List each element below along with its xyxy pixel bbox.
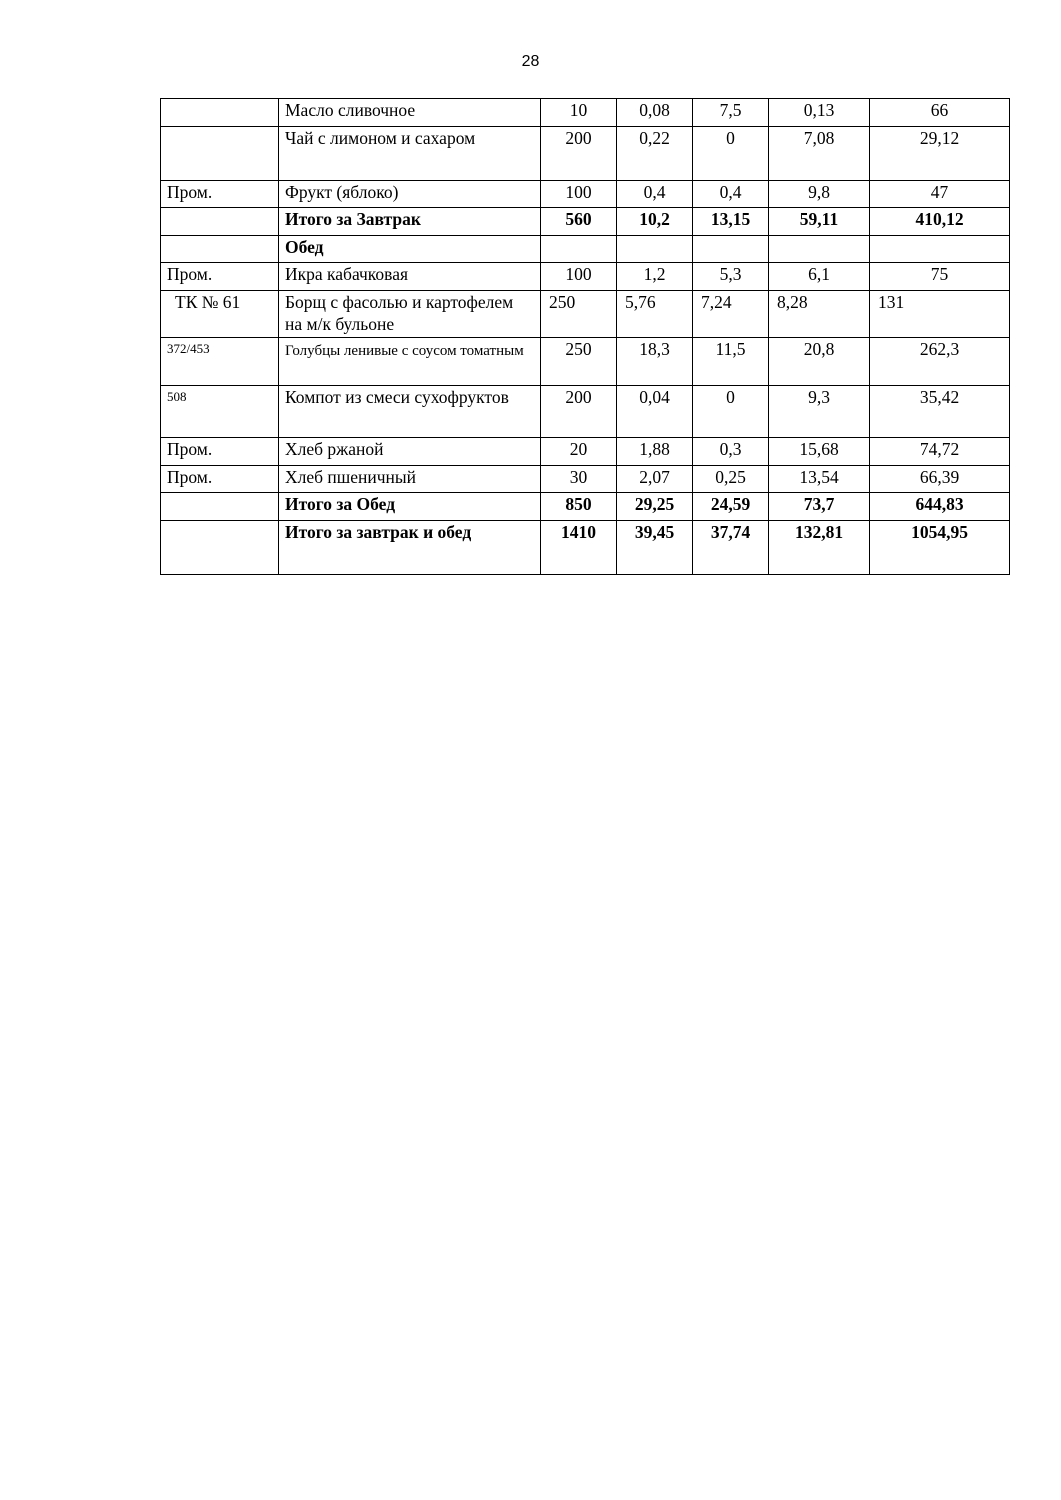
row-carb — [769, 236, 870, 263]
row-code — [161, 99, 279, 127]
row-carb: 6,1 — [769, 263, 870, 291]
table-row — [161, 438, 1010, 466]
row-carb: 9,3 — [769, 386, 870, 438]
row-mass: 1410 — [541, 521, 617, 575]
row-energy — [870, 236, 1010, 263]
row-fat: 0,3 — [693, 438, 769, 466]
table-row — [161, 263, 1010, 291]
row-mass: 10 — [541, 99, 617, 127]
row-fat: 7,24 — [693, 291, 769, 338]
row-protein: 39,45 — [617, 521, 693, 575]
row-fat — [693, 236, 769, 263]
row-name: Борщ с фасолью и картофелем на м/к бульоне — [279, 291, 541, 338]
row-code: Пром. — [161, 263, 279, 291]
row-mass: 250 — [541, 291, 617, 338]
row-carb: 132,81 — [769, 521, 870, 575]
row-name: Итого за Завтрак — [279, 208, 541, 236]
row-code — [161, 236, 279, 263]
row-energy: 262,3 — [870, 338, 1010, 386]
row-name: Икра кабачковая — [279, 263, 541, 291]
row-fat: 0,4 — [693, 181, 769, 208]
row-code: ТК № 61 — [161, 291, 279, 338]
row-carb: 0,13 — [769, 99, 870, 127]
row-mass: 200 — [541, 386, 617, 438]
row-fat: 37,74 — [693, 521, 769, 575]
row-code: Пром. — [161, 438, 279, 466]
row-energy: 410,12 — [870, 208, 1010, 236]
row-energy: 66,39 — [870, 466, 1010, 493]
row-energy: 29,12 — [870, 127, 1010, 181]
row-energy: 35,42 — [870, 386, 1010, 438]
row-protein — [617, 236, 693, 263]
row-protein: 0,08 — [617, 99, 693, 127]
row-name: Масло сливочное — [279, 99, 541, 127]
row-energy: 66 — [870, 99, 1010, 127]
row-mass: 850 — [541, 493, 617, 521]
row-carb: 9,8 — [769, 181, 870, 208]
row-name: Голубцы ленивые с соусом томатным — [285, 343, 524, 359]
table-row — [161, 466, 1010, 493]
row-mass: 20 — [541, 438, 617, 466]
row-fat: 0,25 — [693, 466, 769, 493]
row-code: 372/453 — [161, 338, 279, 386]
table-row — [161, 181, 1010, 208]
row-protein: 0,4 — [617, 181, 693, 208]
row-mass: 200 — [541, 127, 617, 181]
row-code — [161, 493, 279, 521]
row-name: Хлеб пшеничный — [279, 466, 541, 493]
row-carb: 73,7 — [769, 493, 870, 521]
row-mass: 250 — [541, 338, 617, 386]
row-carb: 15,68 — [769, 438, 870, 466]
row-fat: 0 — [693, 386, 769, 438]
row-code — [161, 208, 279, 236]
row-name: Компот из смеси сухофруктов — [279, 386, 541, 438]
row-protein: 0,04 — [617, 386, 693, 438]
row-carb: 13,54 — [769, 466, 870, 493]
row-name-cell — [279, 338, 541, 386]
row-carb: 7,08 — [769, 127, 870, 181]
row-fat: 24,59 — [693, 493, 769, 521]
table-row-total — [161, 208, 1010, 236]
row-protein: 29,25 — [617, 493, 693, 521]
table-row — [161, 386, 1010, 438]
row-protein: 18,3 — [617, 338, 693, 386]
row-name: Итого за Обед — [279, 493, 541, 521]
row-mass: 560 — [541, 208, 617, 236]
table-row-total — [161, 521, 1010, 575]
row-energy: 75 — [870, 263, 1010, 291]
row-code — [161, 127, 279, 181]
row-name: Фрукт (яблоко) — [279, 181, 541, 208]
row-protein: 0,22 — [617, 127, 693, 181]
row-fat: 5,3 — [693, 263, 769, 291]
row-code: Пром. — [161, 181, 279, 208]
row-fat: 11,5 — [693, 338, 769, 386]
row-protein: 2,07 — [617, 466, 693, 493]
row-fat: 0 — [693, 127, 769, 181]
row-name: Итого за завтрак и обед — [279, 521, 541, 575]
row-energy: 644,83 — [870, 493, 1010, 521]
row-mass: 30 — [541, 466, 617, 493]
row-carb: 59,11 — [769, 208, 870, 236]
table-row — [161, 127, 1010, 181]
row-energy: 1054,95 — [870, 521, 1010, 575]
row-name: Обед — [279, 236, 541, 263]
row-mass: 100 — [541, 181, 617, 208]
row-energy: 47 — [870, 181, 1010, 208]
row-code — [161, 521, 279, 575]
table-row — [161, 338, 1010, 386]
row-code: Пром. — [161, 466, 279, 493]
table-row — [161, 99, 1010, 127]
table-row-total — [161, 493, 1010, 521]
row-protein: 5,76 — [617, 291, 693, 338]
row-energy: 131 — [870, 291, 1010, 338]
row-protein: 1,88 — [617, 438, 693, 466]
table-row — [161, 291, 1010, 338]
row-protein: 1,2 — [617, 263, 693, 291]
row-code: 508 — [161, 386, 279, 438]
table-row-section — [161, 236, 1010, 263]
row-mass: 100 — [541, 263, 617, 291]
row-name: Чай с лимоном и сахаром — [279, 127, 541, 181]
menu-table — [160, 98, 1010, 575]
page-number: 28 — [521, 53, 540, 70]
row-fat: 7,5 — [693, 99, 769, 127]
row-carb: 20,8 — [769, 338, 870, 386]
row-fat: 13,15 — [693, 208, 769, 236]
row-name: Хлеб ржаной — [279, 438, 541, 466]
row-mass — [541, 236, 617, 263]
row-energy: 74,72 — [870, 438, 1010, 466]
row-protein: 10,2 — [617, 208, 693, 236]
row-carb: 8,28 — [769, 291, 870, 338]
